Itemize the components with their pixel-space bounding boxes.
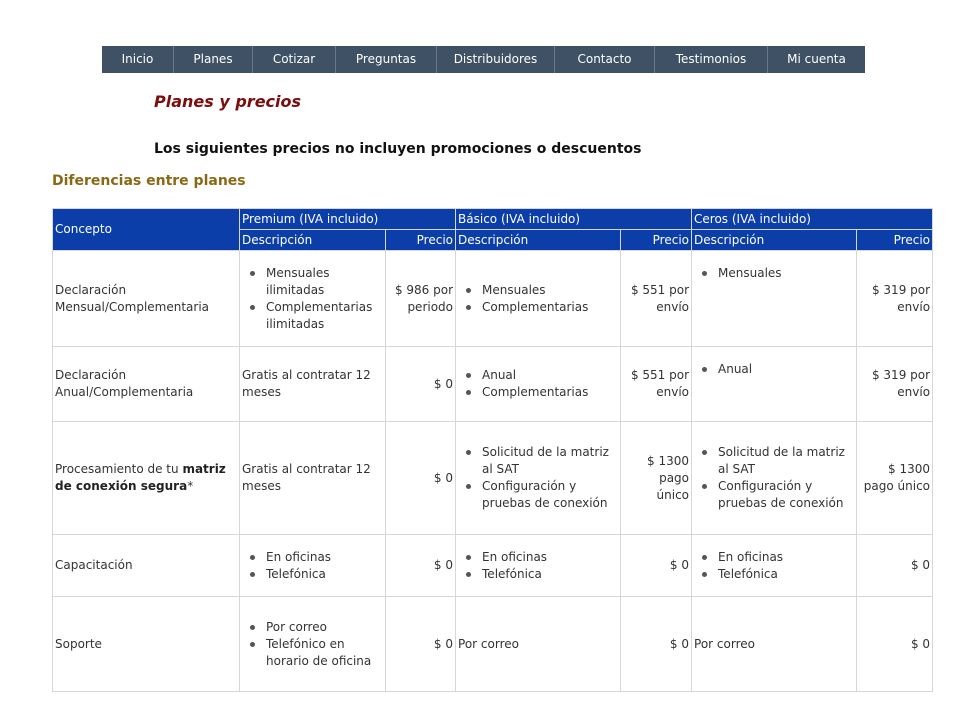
list-item: Complementarias [482, 299, 618, 316]
premium-desc: Gratis al contratar 12 meses [240, 347, 386, 422]
premium-price: $ 0 [386, 535, 456, 597]
table-row [53, 347, 933, 422]
basico-desc [456, 535, 621, 597]
premium-desc [240, 251, 386, 347]
header-plan-basico: Básico (IVA incluido) [456, 209, 692, 230]
header-precio: Precio [621, 230, 692, 251]
nav-mi-cuenta[interactable]: Mi cuenta [787, 52, 846, 66]
list-item: Telefónica [266, 566, 383, 583]
header-precio: Precio [386, 230, 456, 251]
header-precio: Precio [857, 230, 933, 251]
concept-cell: Soporte [53, 597, 240, 692]
basico-desc [456, 347, 621, 422]
basico-price: $ 0 [621, 535, 692, 597]
ceros-desc [692, 535, 857, 597]
header-plan-ceros: Ceros (IVA incluido) [692, 209, 933, 230]
list-item: Mensuales [482, 282, 618, 299]
concept-cell [53, 422, 240, 535]
list-item: Telefónica [718, 566, 854, 583]
premium-price: $ 0 [386, 597, 456, 692]
basico-price: $ 0 [621, 597, 692, 692]
ceros-price: $ 0 [857, 535, 933, 597]
list-item: Solicitud de la matriz al SAT [718, 444, 854, 478]
basico-price: $ 551 por envío [621, 251, 692, 347]
basico-desc: Por correo [456, 597, 621, 692]
premium-desc: Gratis al contratar 12 meses [240, 422, 386, 535]
list-item: Configuración y pruebas de conexión [482, 478, 618, 512]
ceros-desc: Por correo [692, 597, 857, 692]
plans-table [52, 208, 933, 692]
nav-planes[interactable]: Planes [174, 46, 253, 73]
list-item: Telefónico en horario de oficina [266, 636, 383, 670]
page-title: Planes y precios [154, 92, 302, 111]
premium-price: $ 986 por periodo [386, 251, 456, 347]
header-plan-premium: Premium (IVA incluido) [240, 209, 456, 230]
nav-inicio[interactable]: Inicio [102, 46, 174, 73]
header-descripcion: Descripción [692, 230, 857, 251]
list-item: Solicitud de la matriz al SAT [482, 444, 618, 478]
ceros-price: $ 319 por envío [857, 347, 933, 422]
list-item: Configuración y pruebas de conexión [718, 478, 854, 512]
basico-price: $ 551 por envío [621, 347, 692, 422]
list-item: En oficinas [266, 549, 383, 566]
section-title: Diferencias entre planes [52, 173, 246, 189]
premium-desc [240, 597, 386, 692]
ceros-desc [692, 422, 857, 535]
nav-distribuidores[interactable]: Distribuidores [437, 46, 555, 73]
main-nav [102, 46, 865, 73]
header-descripcion: Descripción [456, 230, 621, 251]
ceros-price: $ 1300 pago único [857, 422, 933, 535]
list-item: Telefónica [482, 566, 618, 583]
list-item: En oficinas [718, 549, 854, 566]
nav-preguntas[interactable]: Preguntas [336, 46, 437, 73]
concept-text: Procesamiento de tu [55, 462, 183, 476]
list-item: Complementarias [482, 384, 618, 401]
nav-contacto[interactable]: Contacto [555, 46, 655, 73]
ceros-price: $ 0 [857, 597, 933, 692]
ceros-price: $ 319 por envío [857, 251, 933, 347]
concept-bold: matriz de conexión segura [55, 462, 226, 493]
list-item: Anual [482, 367, 618, 384]
concept-cell: Declaración Anual/Complementaria [53, 347, 240, 422]
concept-cell: Declaración Mensual/Complementaria [53, 251, 240, 347]
list-item: En oficinas [482, 549, 618, 566]
table-row [53, 535, 933, 597]
list-item: Mensuales [718, 265, 854, 282]
premium-price: $ 0 [386, 422, 456, 535]
list-item: Mensuales ilimitadas [266, 265, 383, 299]
header-descripcion: Descripción [240, 230, 386, 251]
nav-cotizar[interactable]: Cotizar [253, 46, 336, 73]
table-row [53, 597, 933, 692]
concept-cell: Capacitación [53, 535, 240, 597]
premium-desc [240, 535, 386, 597]
table-row [53, 251, 933, 347]
ceros-desc [692, 251, 857, 347]
premium-price: $ 0 [386, 347, 456, 422]
basico-desc [456, 251, 621, 347]
subtitle: Los siguientes precios no incluyen promociones o descuentos [154, 141, 642, 157]
table-row [53, 422, 933, 535]
list-item: Por correo [266, 619, 383, 636]
list-item: Anual [718, 361, 854, 378]
list-item: Complementarias ilimitadas [266, 299, 383, 333]
ceros-desc [692, 347, 857, 422]
header-concepto: Concepto [53, 209, 240, 251]
nav-testimonios[interactable]: Testimonios [655, 46, 768, 73]
concept-asterisk: * [187, 479, 194, 493]
basico-price: $ 1300 pago único [621, 422, 692, 535]
basico-desc [456, 422, 621, 535]
